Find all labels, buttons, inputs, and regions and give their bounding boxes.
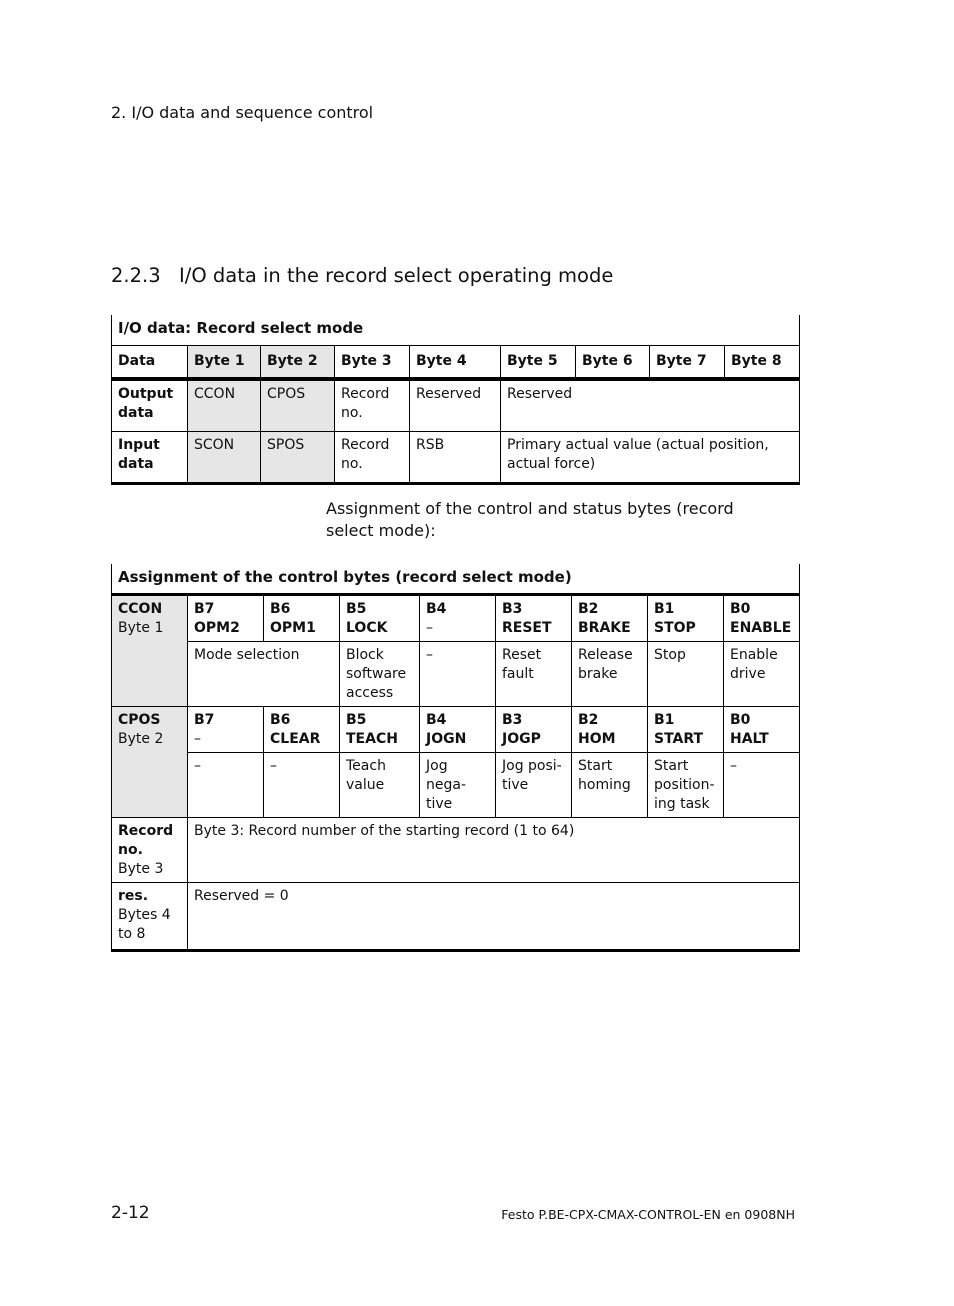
cell-byte3: Record no.: [335, 379, 410, 431]
desc-cell: Enable drive: [724, 641, 800, 706]
table-row: [112, 641, 800, 706]
bit-cell: B7 OPM2: [188, 594, 264, 641]
bit-cell: B3 RESET: [496, 594, 572, 641]
cpos-label-cell: [112, 706, 188, 817]
ccon-label-cell: [112, 594, 188, 706]
bit-cell: B5 TEACH: [340, 706, 420, 752]
record-byte: Byte 3: [118, 860, 164, 877]
desc-cell: Jog posi-tive: [496, 752, 572, 817]
table-row: [112, 706, 800, 752]
io-table-caption: I/O data: Record select mode: [112, 315, 800, 345]
footer-doc-id: Festo P.BE-CPX-CMAX-CONTROL-EN en 0908NH: [501, 1207, 795, 1222]
desc-cell: Block software access: [340, 641, 420, 706]
reserved-name: res.: [118, 887, 149, 904]
row-label: Input data: [112, 431, 188, 483]
control-table-caption: Assignment of the control bytes (record select mode): [112, 564, 800, 594]
bit-cell: B3 JOGP: [496, 706, 572, 752]
record-label-cell: [112, 817, 188, 882]
header-byte8: Byte 8: [725, 345, 800, 379]
bit-cell: B6 CLEAR: [264, 706, 340, 752]
cell-byte2: SPOS: [261, 431, 335, 483]
bit-cell: B5 LOCK: [340, 594, 420, 641]
table-row: [112, 817, 800, 882]
section-title: [111, 264, 613, 287]
cell-byte2: CPOS: [261, 379, 335, 431]
header-byte1: Byte 1: [188, 345, 261, 379]
bit-cell: B2 HOM: [572, 706, 648, 752]
header-byte2: Byte 2: [261, 345, 335, 379]
bit-cell: B1 STOP: [648, 594, 724, 641]
page-number: 2-12: [111, 1203, 150, 1223]
header-byte5: Byte 5: [501, 345, 576, 379]
header-data: Data: [112, 345, 188, 379]
record-name: Record no.: [118, 822, 174, 858]
desc-cell: –: [264, 752, 340, 817]
table-row: [112, 379, 800, 431]
header-byte3: Byte 3: [335, 345, 410, 379]
cell-byte4: RSB: [410, 431, 501, 483]
reserved-text: Reserved = 0: [188, 882, 800, 950]
cell-byte5to8: Reserved: [501, 379, 800, 431]
table-row: [112, 594, 800, 641]
reserved-label-cell: [112, 882, 188, 950]
intro-text: Assignment of the control and status bytes (record select mode):: [326, 499, 734, 540]
desc-cell: –: [724, 752, 800, 817]
header-byte7: Byte 7: [650, 345, 725, 379]
header-byte6: Byte 6: [576, 345, 650, 379]
cell-byte4: Reserved: [410, 379, 501, 431]
ccon-name: CCON: [118, 600, 163, 617]
reserved-byte: Bytes 4 to 8: [118, 906, 171, 942]
cell-byte5to8: Primary actual value (actual position, actual force): [501, 431, 800, 483]
bit-cell: B0 ENABLE: [724, 594, 800, 641]
table-row: [112, 882, 800, 950]
row-label: Output data: [112, 379, 188, 431]
control-bytes-table: [111, 564, 800, 952]
table-row: [112, 752, 800, 817]
cell-byte1: CCON: [188, 379, 261, 431]
cell-byte3: Record no.: [335, 431, 410, 483]
desc-cell: Reset fault: [496, 641, 572, 706]
desc-cell: –: [188, 752, 264, 817]
bit-cell: B4 –: [420, 594, 496, 641]
cpos-name: CPOS: [118, 711, 161, 728]
cpos-byte: Byte 2: [118, 730, 164, 747]
desc-cell: Mode selection: [188, 641, 340, 706]
bit-cell: B1 START: [648, 706, 724, 752]
io-data-table: [111, 315, 800, 485]
desc-cell: Jog nega-tive: [420, 752, 496, 817]
desc-cell: Start position-ing task: [648, 752, 724, 817]
header-byte4: Byte 4: [410, 345, 501, 379]
section-title-text: I/O data in the record select operating mode: [179, 264, 614, 287]
bit-cell: B6 OPM1: [264, 594, 340, 641]
desc-cell: Stop: [648, 641, 724, 706]
bit-cell: B2 BRAKE: [572, 594, 648, 641]
record-text: Byte 3: Record number of the starting record (1 to 64): [188, 817, 800, 882]
desc-cell: Teach value: [340, 752, 420, 817]
cell-byte1: SCON: [188, 431, 261, 483]
section-number: 2.2.3: [111, 264, 161, 287]
bit-cell: B4 JOGN: [420, 706, 496, 752]
table-row: [112, 431, 800, 483]
bit-cell: B0 HALT: [724, 706, 800, 752]
bit-cell: B7 –: [188, 706, 264, 752]
ccon-byte: Byte 1: [118, 619, 164, 636]
running-head: 2. I/O data and sequence control: [111, 103, 374, 122]
desc-cell: Release brake: [572, 641, 648, 706]
desc-cell: –: [420, 641, 496, 706]
desc-cell: Start homing: [572, 752, 648, 817]
